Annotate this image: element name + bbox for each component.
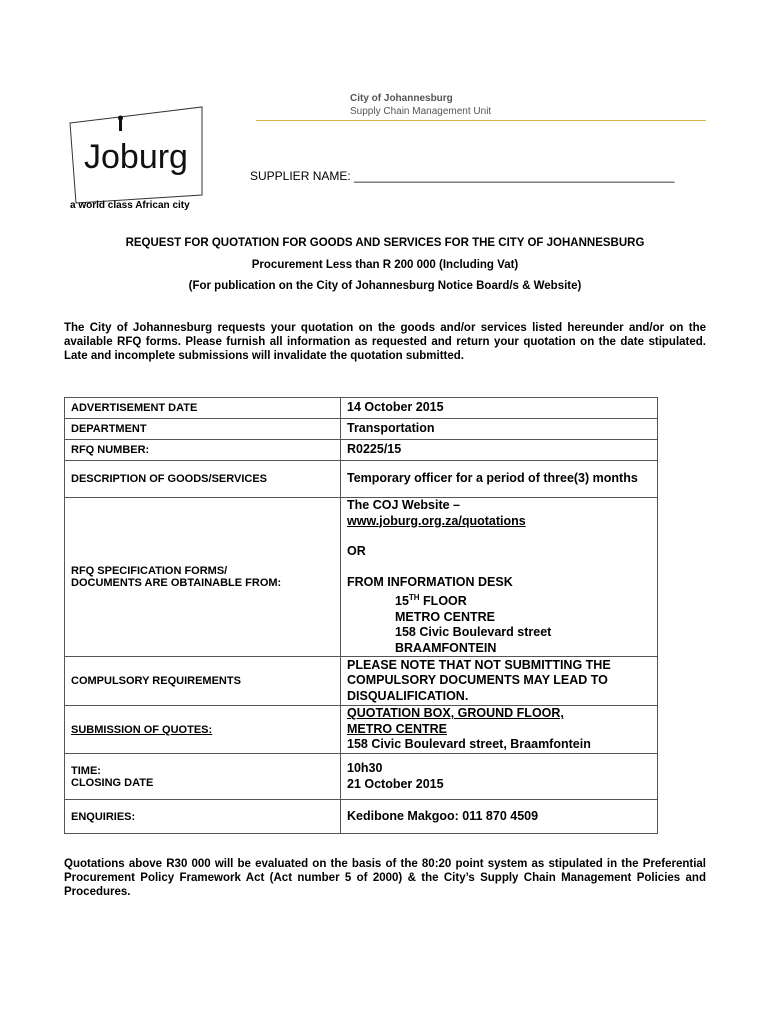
enquiries-value: Kedibone Makgoo: 011 870 4509 (341, 800, 658, 834)
documents-label (65, 498, 341, 657)
evaluation-note: Quotations above R30 000 will be evaluated on the basis of the 80:20 point system as stipulated in the Preferential Procurement Policy Framework Act (Act number 5 of 2000) & the City’s Supply Chain Management Policies and Procedures. (64, 858, 706, 898)
joburg-logo (62, 105, 212, 213)
org-name: City of Johannesburg (350, 93, 453, 104)
department-label: DEPARTMENT (65, 419, 341, 440)
description-value: Temporary officer for a period of three(3) months (341, 461, 658, 498)
rfq-number-label: RFQ NUMBER: (65, 440, 341, 461)
building-name: METRO CENTRE (395, 609, 495, 624)
enquiries-label: ENQUIRIES: (65, 800, 341, 834)
submission-line1: QUOTATION BOX, GROUND FLOOR, (347, 706, 564, 721)
floor-line (347, 590, 651, 610)
table-row (65, 706, 658, 754)
supplier-name-field: SUPPLIER NAME: ________________________________________________ (250, 169, 675, 183)
floor-number: 15 (395, 594, 409, 609)
street-address: 158 Civic Boulevard street (395, 625, 552, 640)
closing-label (65, 754, 341, 800)
advertisement-date-label: ADVERTISEMENT DATE (65, 398, 341, 419)
closing-date-label: CLOSING DATE (71, 776, 154, 789)
header-divider (256, 120, 706, 121)
submission-line3: 158 Civic Boulevard street, Braamfontein (347, 737, 591, 752)
documents-value (341, 498, 658, 657)
logo-tower-icon (119, 119, 122, 131)
table-row (65, 657, 658, 706)
table-row (65, 800, 658, 834)
publication-note: (For publication on the City of Johannesburg Notice Board/s & Website) (188, 280, 582, 292)
time-label: TIME: (71, 764, 101, 777)
org-unit: Supply Chain Management Unit (350, 106, 492, 117)
logo-wordmark: Joburg (84, 138, 188, 176)
intro-paragraph: The City of Johannesburg requests your quotation on the goods and/or services listed hereunder and/or on the available RFQ forms. Please furnish all information as requested and return your quotation on the date stipulated. Late and incomplete submissions will invalidate the quotation submitted. (64, 322, 706, 362)
closing-time: 10h30 (347, 761, 383, 776)
compulsory-label: COMPULSORY REQUIREMENTS (65, 657, 341, 706)
website-link[interactable]: www.joburg.org.za/quotations (347, 513, 526, 528)
documents-label-line1: RFQ SPECIFICATION FORMS/ (71, 565, 228, 578)
table-row (65, 419, 658, 440)
document-title: REQUEST FOR QUOTATION FOR GOODS AND SERVICES FOR THE CITY OF JOHANNESBURG (125, 237, 645, 249)
logo-tagline: a world class African city (70, 200, 190, 211)
department-value: Transportation (341, 419, 658, 440)
table-row (65, 461, 658, 498)
website-line: The COJ Website – (347, 498, 460, 512)
floor-word: FLOOR (419, 594, 467, 609)
rfq-details-table (64, 397, 658, 834)
description-label: DESCRIPTION OF GOODS/SERVICES (65, 461, 341, 498)
compulsory-value: PLEASE NOTE THAT NOT SUBMITTING THE COMPULSORY DOCUMENTS MAY LEAD TO DISQUALIFICATION. (341, 657, 658, 706)
table-row (65, 498, 658, 657)
logo-graphic (62, 105, 212, 213)
closing-value (341, 754, 658, 800)
submission-label: SUBMISSION OF QUOTES: (65, 706, 341, 754)
suburb: BRAAMFONTEIN (395, 640, 497, 655)
submission-value (341, 706, 658, 754)
or-text: OR (347, 544, 366, 558)
rfq-number-value: R0225/15 (341, 440, 658, 461)
advertisement-date-value: 14 October 2015 (341, 398, 658, 419)
floor-suffix: TH (408, 593, 420, 602)
info-desk: FROM INFORMATION DESK (347, 574, 513, 589)
organisation-heading (350, 92, 491, 118)
table-row (65, 398, 658, 419)
closing-date: 21 October 2015 (347, 776, 444, 791)
documents-label-line2: DOCUMENTS ARE OBTAINABLE FROM: (71, 577, 282, 590)
table-row (65, 754, 658, 800)
document-subtitle: Procurement Less than R 200 000 (Including Vat) (251, 259, 519, 271)
submission-line2: METRO CENTRE (347, 721, 447, 736)
table-row (65, 440, 658, 461)
